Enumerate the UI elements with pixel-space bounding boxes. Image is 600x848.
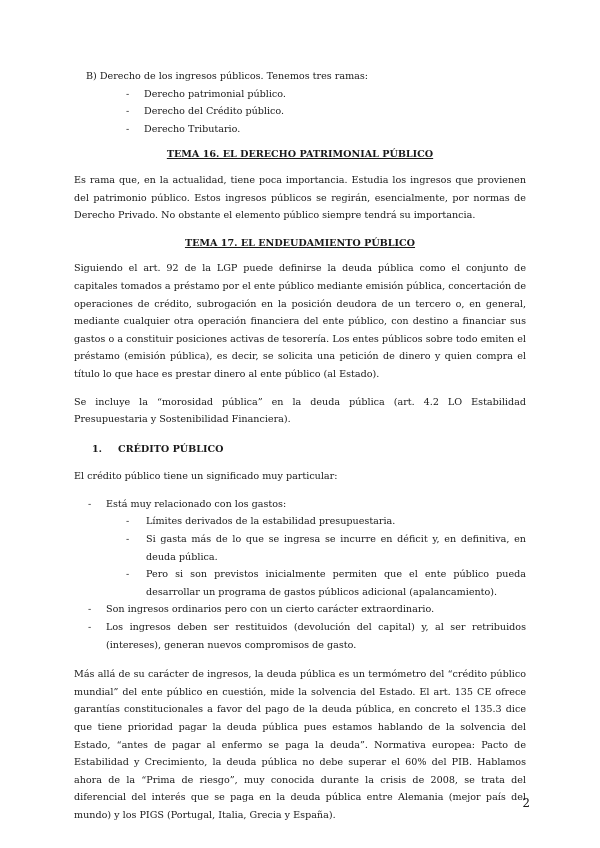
dash-bullet: -: [126, 106, 130, 118]
dash-bullet: -: [88, 498, 92, 510]
tema16-paragraph: Es rama que, en la actualidad, tiene poca importancia. Estudia los ingresos que provienen del patrimonio público. Estos ingresos públicos se regirán, esencialmente, por normas de Derecho Privado. No obstante el elemento público siempre tendrá su importancia.: [74, 174, 526, 222]
dash-bullet: -: [126, 123, 130, 135]
section-b: [74, 68, 526, 138]
list-item: - Los ingresos deben ser restituidos (devolución del capital) y, al ser retribuidos (intereses), generan nuevos compromisos de gasto.: [74, 619, 526, 654]
list-item: - Derecho del Crédito público.: [74, 103, 526, 121]
section-title: CRÉDITO PÚBLICO: [118, 443, 224, 455]
list-item: - Si gasta más de lo que se ingresa se incurre en déficit y, en definitiva, en deuda pública.: [74, 531, 526, 566]
section-b-label: B) Derecho de los ingresos públicos. Tenemos tres ramas:: [86, 71, 369, 82]
list-item: - Derecho Tributario.: [74, 121, 526, 139]
list-item: - Derecho patrimonial público.: [74, 86, 526, 104]
credito-paragraph: Más allá de su carácter de ingresos, la deuda pública es un termómetro del “crédito público mundial” del ente público en cuestión, mide la solvencia del Estado. El art. 135 CE ofrece garantías constitucionales a favor del pago de la deuda pública, en concreto el 135.3 dice que tiene prioridad pagar la deuda pública pues estamos hablando de la solvencia del Estado, “antes de pagar al enfermo se paga la deuda”. Normativa europea: Pacto de Estabilidad y Crecimiento, la deuda pública no debe superar el 60% del PIB. Hablamos ahora de la “Prima de riesgo”, muy conocida durante la crisis de 2008, se trata del diferencial del interés que se paga en la deuda pública entre Alemania (mejor país del mundo) y los PIGS (Portugal, Italia, Grecia y España).: [74, 669, 526, 821]
section-number: 1.: [92, 443, 103, 455]
dash-bullet: -: [126, 88, 130, 100]
dash-bullet: -: [126, 534, 130, 546]
tema17-title: TEMA 17. EL ENDEUDAMIENTO PÚBLICO: [184, 237, 416, 249]
dash-bullet: -: [126, 516, 130, 528]
tema17-paragraph-1: Siguiendo el art. 92 de la LGP puede definirse la deuda pública como el conjunto de capitales tomados a préstamo por el ente público mediante emisión pública, concertación de operaciones de crédito, subrogación en la posición deudora de un tercero o, en general, mediante cualquier otra operación financiera del ente público, con destino a financiar sus gastos o a constituir posiciones activas de tesorería. Los entes públicos sobre todo emiten el préstamo (emisión pública), es decir, se solicita una petición de dinero y quien compra el título lo que hace es prestar dinero al ente público (al Estado).: [74, 263, 527, 380]
dash-bullet: -: [88, 622, 92, 634]
list-item: - Son ingresos ordinarios pero con un cierto carácter extraordinario.: [74, 601, 526, 619]
credito-intro: El crédito público tiene un significado muy particular:: [74, 471, 338, 483]
dash-bullet: -: [126, 569, 130, 581]
section-heading-credito: [74, 441, 526, 459]
list-item: - Está muy relacionado con los gastos:: [74, 496, 526, 514]
credito-list: [74, 496, 526, 654]
page-number: 2: [522, 796, 530, 810]
list-item: - Límites derivados de la estabilidad presupuestaria.: [74, 513, 526, 531]
tema16-title: TEMA 16. EL DERECHO PATRIMONIAL PÚBLICO: [166, 149, 434, 161]
list-item: - Pero si son previstos inicialmente permiten que el ente público pueda desarrollar un programa de gastos públicos adicional (apalancamiento).: [74, 566, 526, 601]
dash-bullet: -: [88, 604, 92, 616]
tema17-paragraph-2: Se incluye la “morosidad pública” en la deuda pública (art. 4.2 LO Estabilidad Presupuestaria y Sostenibilidad Financiera).: [74, 396, 526, 426]
document-page: [74, 68, 526, 835]
